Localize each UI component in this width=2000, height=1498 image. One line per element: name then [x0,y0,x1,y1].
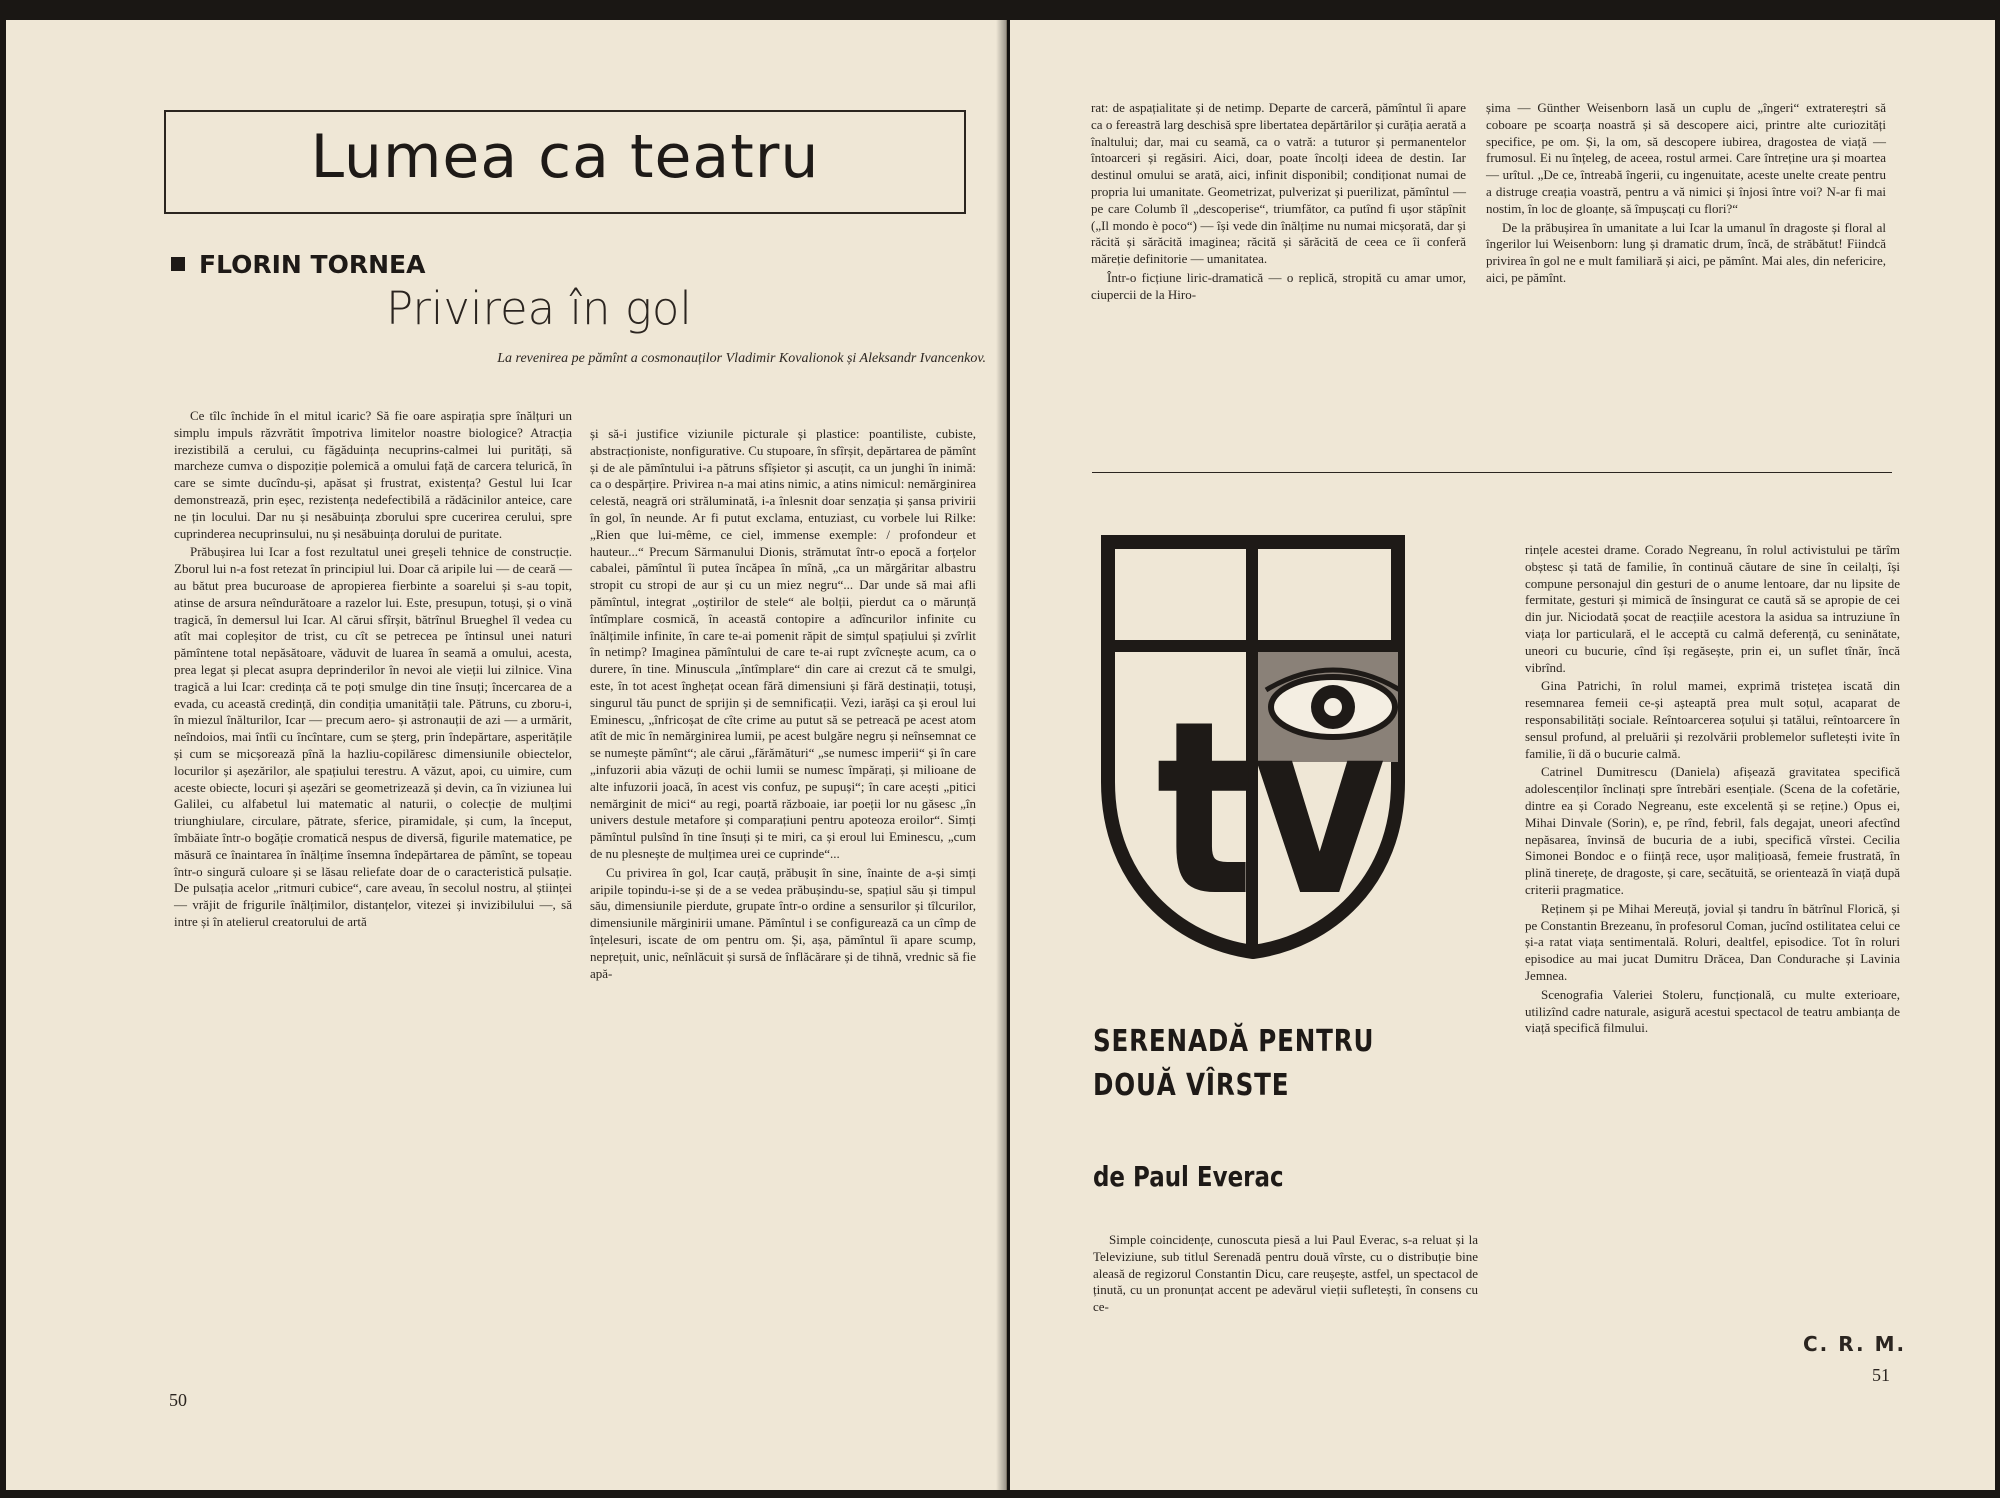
square-bullet-icon [171,257,185,271]
paragraph: Cu privirea în gol, Icar cauță, prăbușit în sine, înainte de a-și simți aripile topindu-i-se și de a se vedea prăbușindu-se, spațiul său și timpul său, dimensiunile pierdute, grupate într-o ordine a sensurilor și tîlcurilor, dimensiunile mărginirii umane. Pămîntul i se configurează ca un cîmp de înțelesuri, iscate de om pentru om. Și, așa, pămîntul îi apare scump, neprețuit, unic, neînlăcuit și sursă de înflăcărare și de tihnă, vrednic să fie apă- [590,864,976,981]
section-divider [1092,472,1892,473]
article-column-2 [590,426,976,984]
paragraph: Simple coincidențe, cunoscuta piesă a lui Paul Everac, s-a reluat și la Televiziune, sub titlul Serenadă pentru două vîrste, cu o distribuție bine aleasă de regizorul Constantin Dicu, care reușește, astfel, un spectacol de ținută, cu un pronunțat accent pe adevărul vieții sufletești, în consens cu ce- [1093,1232,1478,1315]
tv-logo-text: tv [1156,669,1386,949]
paragraph: rat: de aspațialitate și de netimp. Departe de carceră, pămîntul îi apare ca o fereastră larg deschisă spre libertatea depărtărilor și curăția aerată a înaltului; dar, mai cu seamă, ca o vatră: a tuturor și permanentelor întoarceri și regăsiri. Aici, doar, poate încolți ideea de destin. Iar destinul omului se arată, aici, infinit disponibil; condiționat numai de propria lui umanitate. Geometrizat, pulverizat și puerilizat, pămîntul — pe care Columb îl „descoperise“, triumfător, ca putînd fi ușor stăpînit („Il mondo è poco“) — își vede din înălțime nu numai micșorată, dar și răcită și sărăcită imaginea; răcită și sărăcită de ceea ce îi conferă măreție definitorie — umanitatea. [1091,100,1466,267]
article-continuation-column-1 [1091,100,1466,306]
paragraph: Gina Patrichi, în rolul mamei, exprimă tristețea iscată din resemnarea femeii ce-și așteaptă prea mult soțul, acaparat de responsabilități sociale. Reîntoarcerea soțului și tatălui, reîntoarcere în sensul profund, al preluării și rezolvării problemelor sufletești ivite în familie, îi dă o bucurie calmă. [1525,678,1900,761]
review-column-1 [1093,1232,1478,1318]
paragraph: șima — Günther Weisenborn lasă un cuplu de „îngeri“ extratereștri să coboare pe scoarța noastră și să descopere aici, printre alte curiozități specifice, pe om. Și, la om, să descopere iubirea, dragostea de viață — frumosul. Ei nu înțeleg, de aceea, rostul armei. Care întreține ura și moartea — urîtul. „De ce, întreabă îngerii, cu ingenuitate, aceste unelte create pentru a distruge creația voastră, pentru a vă nimici și înjosi între voi? N-ar fi mai nostim, în loc de gloanțe, să împușcați cu flori?“ [1486,100,1886,216]
page-number-left: 50 [169,1390,187,1410]
review-author: de Paul Everac [1093,1160,1284,1193]
tv-logo-icon [1098,532,1408,962]
article-column-1 [174,408,572,933]
review-title: SERENADĂ PENTRU DOUĂ VÎRSTE [1093,1024,1375,1103]
review-column-2 [1525,542,1900,1039]
page-number-right: 51 [1872,1365,1890,1385]
paragraph: Prăbușirea lui Icar a fost rezultatul unei greșeli tehnice de construcție. Zborul lui n-a fost retezat în principiul lui. Doar că aripile lui — de ceară — au bătut prea bucuroase de apropierea fierbinte a soarelui și s-au topit, atinse de arsura neîndurătoare a razelor lui. Este, presupun, totuși, și o vină tragică, în demersul lui Icar. Al cărui sfîrșit, bătrînul Brueghel îl vedea cu atît mai copleșitor de trist, cu cît se petrecea pe întinsul unei naturi pămîntene total nepăsătoare, văduvit de luarea în seamă a omului, acesta, prea legat și plecat asupra deprinderilor în nevoi ale vieții lui zilnice. Vina tragică a lui Icar: credința că te poți smulge din tine însuți; încercarea de a evada, cu această credință, din condiția umanității tale. Pătruns, cu zboru-i, în miezul înălturilor, Icar — precum aero- și astronauții de azi — a urmărit, neîndoios, mai întîi cu încîntare, cum se șterg, prin îndepărtare, asperitățile și cum se micșorează pînă la hazliu-copilăresc dimensiunile obiectelor, locurilor și așezărilor, ale spațiului terestru. A văzut, apoi, cu uimire, cum aceste obiecte, locuri și așezări se geometrizează și devin, ca în viziunea lui Galilei, cu alfabetul lui matematic al naturii, o colecție de mulțimi triunghiulare, circulare, pătrate, sferice, piramidale, și cum, la început, îmbăiate într-o bogăție cromatică nespus de diversă, figurile matematice, pe măsură ce înaintarea în înălțime însemna îndepărtarea de pămînt, se topeau într-o singură culoare și se lăsau reliefate doar de o caracteristică pulsație. De pulsația acelor „ritmuri cubice“, care aveau, în secolul nostru, al științei — vrăjit de frigurile înălțimilor, distanțelor, vitezei și invizibilului —, să intre și în atelierul creatorului de artă [174,544,572,929]
article-dedication: La revenirea pe pămînt a cosmonauților Vladimir Kovalionok și Aleksandr Ivancenkov. [497,351,986,366]
paragraph: Ce tîlc închide în el mitul icaric? Să fie oare aspirația spre înălțuri un simplu impuls răzvrătit împotriva limitelor noastre biologice? Atracția irezistibilă a cerului, cu făgăduința necuprins-calmei lui purități, să marcheze cumva o dispoziție polemică a omului față de carcera telurică, în care se simte ducîndu-și, apăsat și frustrat, existența? Gestul lui Icar demonstrează, prin eșec, rezistența nedefectibilă a rădăcinilor anteice, care ne țin locului. Dar nu și nesăbuința zborului spre cucerirea cerului, spre cuprinderea necuprinsului, nu și nesăbuința dorului de puritate. [174,408,572,541]
rubric-title: Lumea ca teatru [310,122,820,192]
paragraph: Într-o ficțiune liric-dramatică — o replică, stropită cu amar umor, ciupercii de la Hiro- [1091,269,1466,302]
left-page [6,20,1007,1490]
paragraph: și să-i justifice viziunile picturale și plastice: poantiliste, cubiste, abstracționiste, nonfigurative. Cu stupoare, în sfîrșit, depărtarea de pămînt și de ale pămîntului i-a pătruns sfîșietor și ascuțit, ca un junghi în inimă: ca o despărțire. Privirea n-a mai atins nimic, a atins nimicul: nemărginirea celestă, neagră ori străluminată, i-a înlesnit doar senzația și șansa privirii în gol, în neunde. Ar fi putut exclama, entuziast, cu vorbele lui Rilke: „Rien que lui-même, ce ciel, immense exemple: / profondeur et hauteur...“ Precum Sărmanului Dionis, strămutat într-o epocă a forțelor cabalei, pămîntul îi putea încăpea în mînă, „ca un mărgăritar albastru stropit cu stropi de aur și cu un miez negru“... Dar unde să mai afli pămîntul, integrat „oștirilor de stele“ ale bolții, pierdut ca o mărunță întîmplare cosmică, în această contopire a adîncurilor infinite cu înălțimile infinite, în care te-ai pomenit răpit de simțul spațiului și zvîrlit în netimp? Imaginea pămîntului de care te-ai rupt zvîcnește acum, ca o durere, în tine. Minuscula „întîmplare“ din care ai crezut că te smulgi, este, în tot acest înghețat ocean fără dimensiuni și fără destinații, totuși, singurul tău punct de sprijin și de semnificații. Vezi, iarăși ca și eroul lui Eminescu, „înfricoșat de cîte crime au putut să se petreacă pe acest atom atît de mic în nemărginirea lumii, pe acest bulgăre negru și neînsemnat ce se numește pămînt“; ale cărui „fărămături“ „se numesc imperii“ și în care „infuzorii abia văzuți de ochii lumii se numesc împărați, și milioane de alte infuzorii joacă, în acest vis confuz, pe supuși“; în care acești „pitici nemărginit de mici“ au regi, poartă războaie, iar poeții lor nu găsesc „în univers destule metafore și comparațiuni pentru apoteoza eroilor“. Simți pămîntul pulsînd în tine însuți și te miri, ca și eroul lui Eminescu, „cum de nu plesnește de mulțimea urei ce cuprinde“... [590,426,976,861]
paragraph: Catrinel Dumitrescu (Daniela) afișează gravitatea specifică adolescenților înclinați spre întrebări esențiale. (Scena de la cofetărie, dintre ea și Corado Negreanu, este excelentă și se reține.) Opus ei, Mihai Dinvale (Sorin), e, pe rînd, febril, fals degajat, uneori afectînd nepăsarea, învinsă de bucuria de a iubi, specifică vîrstei. Cecilia Simonei Bondoc e o ființă rece, ușor malițioasă, femeie frustrată, în plină tinerețe, de dragoste, și care, secătuită, se orientează în viață după criterii pragmatice. [1525,764,1900,897]
paragraph: De la prăbușirea în umanitate a lui Icar la umanul în dragoste și floral al îngerilor lui Weisenborn: lung și dramatic drum, încă, de străbătut! Fiindcă privirea în gol ne e mult familiară și aici, pe pămînt. Mai ales, din nefericire, aici, pe pămînt. [1486,219,1886,285]
review-signature: C. R. M. [1803,1332,1907,1356]
article-continuation-column-2 [1486,100,1886,289]
paragraph: Reținem și pe Mihai Mereuță, jovial și tandru în bătrînul Florică, și pe Constantin Brezeanu, în profesorul Coman, jucînd ostilitatea celui ce și-a ratat viața sentimentală. Roluri, dealtfel, episodice. Tot în roluri episodice au mai jucat Dumitru Drăcea, Dan Condurache și Lavinia Jemnea. [1525,900,1900,983]
paragraph: rințele acestei drame. Corado Negreanu, în rolul activistului pe tărîm obștesc și tată de familie, în continuă căutare de sine în ceilalți, își compune personajul din gesturi de o anume lentoare, dar nu lipsite de fermitate, gesturi și mimică de însingurat ce caută să se apropie de cei din jur. Niciodată șocat de reacțiile acestora la asidua sa intruziune în viața lor particulară, el le acceptă cu calmă deferență, cu seninătate, uneori cu bucurie, cînd își regăsește, prin ei, un suflet tînăr, încă vibrînd. [1525,542,1900,675]
paragraph: Scenografia Valeriei Stoleru, funcțională, cu multe exterioare, utilizînd cadre naturale, asigură acestui spectacol de teatru ambianța de viață specifică filmului. [1525,986,1900,1036]
right-page [1010,20,1995,1490]
article-title: Privirea în gol [386,282,692,335]
rubric-box [164,110,966,214]
article-author: FLORIN TORNEA [171,250,425,279]
